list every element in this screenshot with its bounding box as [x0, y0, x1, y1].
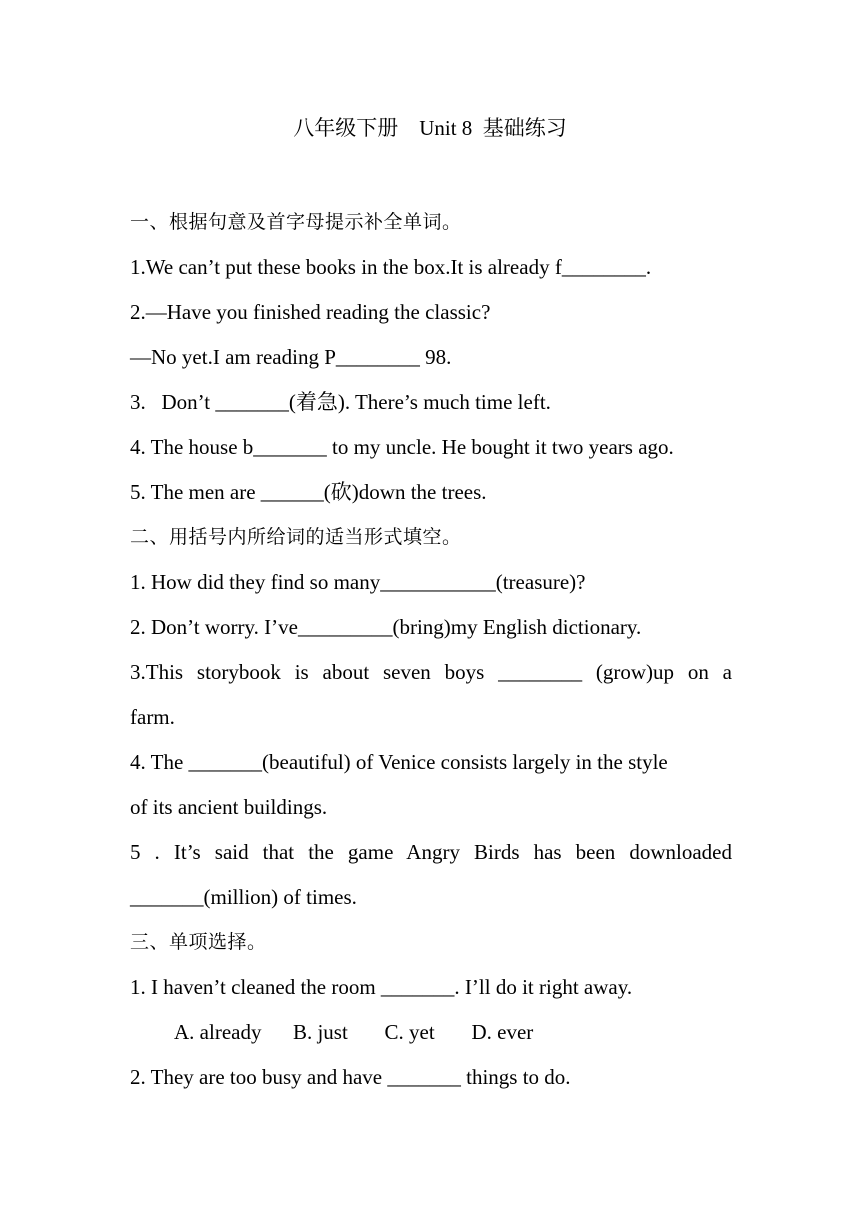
question-line: of its ancient buildings. — [130, 795, 328, 819]
worksheet-content — [130, 200, 732, 1100]
question-line: 3. Don’t _______(着急). There’s much time left. — [130, 390, 551, 414]
question-line: 5 . It’s said that the game Angry Birds has been downloaded — [130, 840, 732, 864]
question-line: 4. The _______(beautiful) of Venice consists largely in the style — [130, 750, 668, 774]
question-line: farm. — [130, 705, 175, 729]
section-heading-2: 二、用括号内所给词的适当形式填空。 — [130, 526, 462, 548]
question-line: 3.This storybook is about seven boys ________ (grow)up on a — [130, 660, 732, 684]
question-line: 1. I haven’t cleaned the room _______. I’ll do it right away. — [130, 975, 633, 999]
answer-options: A. already B. just C. yet D. ever — [174, 1020, 534, 1044]
question-line: 4. The house b_______ to my uncle. He bought it two years ago. — [130, 435, 674, 459]
question-line: 2. They are too busy and have _______ things to do. — [130, 1065, 571, 1089]
question-line: 1. How did they find so many___________(treasure)? — [130, 570, 586, 594]
question-line: 1.We can’t put these books in the box.It is already f________. — [130, 255, 652, 279]
question-line: 5. The men are ______(砍)down the trees. — [130, 480, 487, 504]
question-line: 2. Don’t worry. I’ve_________(bring)my English dictionary. — [130, 615, 642, 639]
question-line: —No yet.I am reading P________ 98. — [130, 345, 452, 369]
question-line: 2.—Have you finished reading the classic? — [130, 300, 491, 324]
section-heading-3: 三、单项选择。 — [130, 931, 267, 953]
question-line: _______(million) of times. — [130, 885, 357, 909]
page-title: 八年级下册 Unit 8 基础练习 — [293, 116, 567, 140]
section-heading-1: 一、根据句意及首字母提示补全单词。 — [130, 211, 462, 233]
